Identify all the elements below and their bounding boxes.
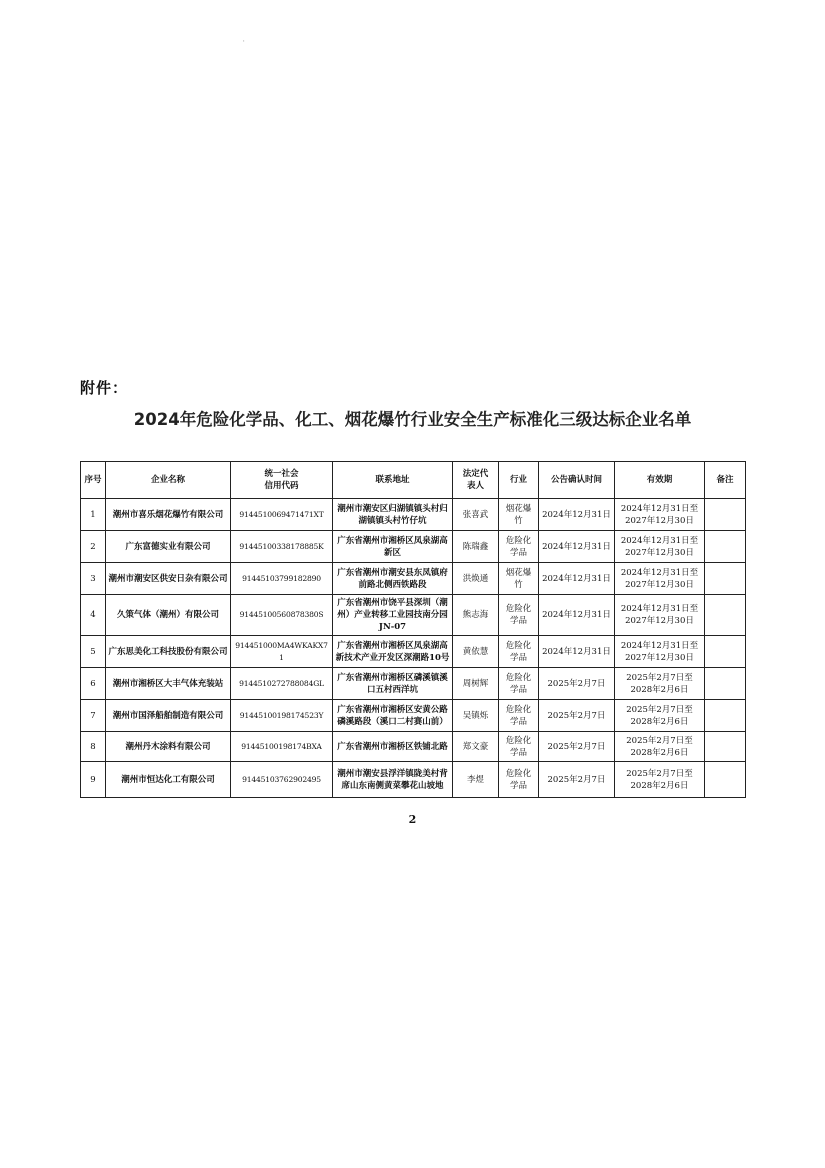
- cell-announce-date: [539, 700, 615, 732]
- cell-announce-date-line: 2024年12月31日: [542, 610, 611, 620]
- cell-legal-rep: [453, 563, 499, 595]
- cell-credit-code: [231, 700, 333, 732]
- cell-seq: [81, 700, 106, 732]
- cell-company-line: 潮州市湘桥区大丰气体充装站: [112, 678, 224, 689]
- cell-credit-code: [231, 499, 333, 531]
- cell-validity: [615, 700, 705, 732]
- cell-credit-code-line: 9144510069471471XT: [239, 509, 324, 519]
- cell-industry-line: 学品: [509, 652, 527, 663]
- table-row: [81, 531, 746, 563]
- cell-industry-line: 烟花爆: [505, 503, 532, 514]
- header-credit-code-line1: 统一社会: [264, 469, 299, 479]
- cell-seq-line: 7: [90, 710, 96, 721]
- cell-announce-date-line: 2025年2月7日: [547, 710, 606, 721]
- cell-industry-line: 竹: [514, 515, 523, 526]
- cell-address-line: 广东省潮州市湘桥区凤泉湖高: [337, 535, 448, 546]
- cell-validity-line: 2024年12月31日至: [620, 604, 699, 614]
- cell-credit-code: [231, 531, 333, 563]
- cell-industry-line: 学品: [509, 780, 527, 791]
- cell-legal-rep-line: 洪焕通: [462, 573, 489, 584]
- cell-announce-date: [539, 595, 615, 636]
- table-header-row: [81, 462, 746, 499]
- cell-seq-line: 8: [90, 741, 96, 752]
- cell-company-line: 潮州丹木涂料有限公司: [125, 741, 211, 752]
- table-body: [81, 499, 746, 798]
- header-legal-rep-line2: 表人: [466, 481, 484, 491]
- cell-address-line: 广东省潮州市饶平县深圳（潮: [337, 598, 448, 608]
- cell-seq: [81, 636, 106, 668]
- cell-announce-date-line: 2024年12月31日: [542, 646, 611, 657]
- header-legal-rep-line1: 法定代: [462, 469, 489, 479]
- cell-credit-code-line: 91445103799182890: [242, 573, 321, 583]
- cell-credit-code: [231, 762, 333, 798]
- cell-remark: [705, 668, 746, 700]
- header-address: 联系地址: [333, 462, 453, 499]
- cell-validity: [615, 531, 705, 563]
- cell-industry-line: 危险化: [505, 604, 532, 614]
- cell-company-line: 潮州市国泽船舶制造有限公司: [112, 710, 224, 721]
- cell-address-line: 席山东南侧黄菜攀花山坡地: [341, 780, 444, 791]
- cell-announce-date-line: 2024年12月31日: [542, 573, 611, 584]
- cell-address-line: 州）产业转移工业园技南分园: [337, 610, 448, 620]
- cell-remark: [705, 531, 746, 563]
- header-validity: 有效期: [615, 462, 705, 499]
- cell-industry: [499, 563, 539, 595]
- cell-validity-line: 2028年2月6日: [630, 716, 689, 727]
- cell-validity-line: 2024年12月31日至: [620, 640, 699, 651]
- cell-seq: [81, 563, 106, 595]
- cell-announce-date-line: 2024年12月31日: [542, 509, 611, 520]
- cell-credit-code: [231, 732, 333, 762]
- cell-seq-line: 9: [90, 774, 96, 785]
- header-seq: 序号: [81, 462, 106, 499]
- header-announce-date: 公告确认时间: [539, 462, 615, 499]
- cell-company: [106, 732, 231, 762]
- cell-address-line: 广东省潮州市潮安县东凤镇府: [337, 567, 448, 578]
- cell-address-line: 潮州市潮安区归湖镇镇头村归: [337, 503, 448, 514]
- table-row: [81, 762, 746, 798]
- cell-address-line: 广东省潮州市湘桥区磷溪镇溪: [337, 672, 448, 683]
- cell-announce-date-line: 2025年2月7日: [547, 741, 606, 752]
- cell-seq: [81, 668, 106, 700]
- cell-legal-rep: [453, 531, 499, 563]
- cell-validity-line: 2027年12月30日: [625, 652, 694, 663]
- table-row: [81, 563, 746, 595]
- cell-seq-line: 1: [90, 509, 96, 520]
- scan-speck: ': [243, 40, 245, 47]
- header-company: 企业名称: [106, 462, 231, 499]
- cell-announce-date: [539, 531, 615, 563]
- cell-credit-code-line: 91445100338178885K: [239, 541, 324, 551]
- cell-credit-code-line: 91445103762902495: [242, 774, 321, 784]
- cell-address: [333, 668, 453, 700]
- table-row: [81, 668, 746, 700]
- cell-address-line: 广东省潮州市湘桥区铁铺北路: [337, 741, 448, 752]
- cell-address: [333, 531, 453, 563]
- cell-seq: [81, 762, 106, 798]
- cell-legal-rep-line: 黄依慧: [462, 646, 489, 657]
- cell-seq-line: 4: [90, 610, 96, 620]
- cell-seq: [81, 595, 106, 636]
- cell-company: [106, 636, 231, 668]
- cell-company-line: 潮州市喜乐烟花爆竹有限公司: [112, 509, 224, 520]
- header-industry: 行业: [499, 462, 539, 499]
- cell-industry: [499, 531, 539, 563]
- attachment-label: 附件：: [80, 379, 129, 397]
- cell-announce-date-line: 2024年12月31日: [542, 541, 611, 552]
- cell-remark: [705, 762, 746, 798]
- cell-validity-line: 2027年12月30日: [625, 515, 694, 526]
- cell-address: [333, 700, 453, 732]
- cell-industry: [499, 595, 539, 636]
- cell-address-line: 口五村西洋坑: [366, 684, 418, 695]
- cell-validity-line: 2027年12月30日: [625, 547, 694, 558]
- cell-company-line: 潮州市潮安区供安日杂有限公司: [108, 573, 228, 584]
- cell-remark: [705, 636, 746, 668]
- cell-announce-date: [539, 636, 615, 668]
- cell-validity: [615, 762, 705, 798]
- cell-industry: [499, 732, 539, 762]
- cell-remark: [705, 732, 746, 762]
- cell-seq: [81, 732, 106, 762]
- cell-legal-rep-line: 郑文豪: [462, 741, 489, 752]
- cell-industry-line: 危险化: [505, 735, 532, 746]
- cell-validity: [615, 563, 705, 595]
- cell-industry: [499, 700, 539, 732]
- cell-credit-code-line: 91445100198174BXA: [241, 741, 322, 751]
- cell-validity-line: 2027年12月30日: [625, 579, 694, 590]
- cell-industry-line: 学品: [509, 684, 527, 695]
- cell-legal-rep: [453, 762, 499, 798]
- cell-validity-line: 2025年2月7日至: [626, 768, 693, 779]
- cell-announce-date: [539, 563, 615, 595]
- cell-announce-date: [539, 762, 615, 798]
- cell-validity-line: 2028年2月6日: [630, 684, 689, 695]
- cell-validity-line: 2027年12月30日: [625, 616, 694, 626]
- cell-company-line: 广东富德实业有限公司: [125, 541, 211, 552]
- enterprise-list-table: [80, 461, 746, 798]
- cell-announce-date: [539, 668, 615, 700]
- cell-company: [106, 700, 231, 732]
- cell-industry: [499, 668, 539, 700]
- cell-announce-date-line: 2025年2月7日: [547, 774, 606, 785]
- cell-address: [333, 499, 453, 531]
- cell-company-line: 潮州市恒达化工有限公司: [121, 774, 215, 785]
- cell-address-line: 广东省潮州市湘桥区凤泉湖高: [337, 640, 448, 651]
- cell-address-line: 前路北侧西铁路段: [358, 579, 427, 590]
- table-row: [81, 636, 746, 668]
- cell-industry-line: 危险化: [505, 704, 532, 715]
- cell-industry: [499, 762, 539, 798]
- cell-company: [106, 762, 231, 798]
- cell-industry-line: 危险化: [505, 768, 532, 779]
- cell-address: [333, 732, 453, 762]
- cell-address-line: JN-07: [378, 622, 407, 632]
- cell-credit-code: [231, 636, 333, 668]
- cell-legal-rep: [453, 595, 499, 636]
- table-row: [81, 499, 746, 531]
- cell-remark: [705, 595, 746, 636]
- cell-validity-line: 2028年2月6日: [630, 747, 689, 758]
- cell-validity-line: 2024年12月31日至: [620, 535, 699, 546]
- cell-seq: [81, 531, 106, 563]
- cell-remark: [705, 563, 746, 595]
- header-legal-rep: [453, 462, 499, 499]
- cell-credit-code-line: 91445100198174523Y: [239, 710, 324, 720]
- cell-address: [333, 636, 453, 668]
- cell-industry-line: 竹: [514, 579, 523, 590]
- cell-validity: [615, 732, 705, 762]
- header-credit-code: [231, 462, 333, 499]
- cell-credit-code: [231, 595, 333, 636]
- cell-company: [106, 499, 231, 531]
- cell-legal-rep-line: 陈瑞鑫: [462, 541, 489, 552]
- cell-legal-rep-line: 张喜武: [462, 509, 489, 520]
- table-row: [81, 595, 746, 636]
- cell-validity-line: 2028年2月6日: [630, 780, 689, 791]
- cell-seq-line: 3: [90, 573, 96, 584]
- cell-company: [106, 563, 231, 595]
- document-title: 2024年危险化学品、化工、烟花爆竹行业安全生产标准化三级达标企业名单: [133, 410, 692, 429]
- cell-legal-rep: [453, 700, 499, 732]
- cell-industry: [499, 636, 539, 668]
- cell-legal-rep-line: 李煜: [466, 774, 484, 785]
- cell-legal-rep: [453, 499, 499, 531]
- cell-company: [106, 668, 231, 700]
- header-remark: 备注: [705, 462, 746, 499]
- cell-validity: [615, 499, 705, 531]
- cell-industry-line: 学品: [509, 747, 527, 758]
- cell-validity-line: 2025年2月7日至: [626, 672, 693, 683]
- cell-address-line: 新区: [383, 547, 401, 558]
- cell-seq-line: 6: [90, 678, 96, 689]
- cell-credit-code-line: 9144510272788084GL: [239, 678, 324, 688]
- cell-industry-line: 危险化: [505, 535, 532, 546]
- cell-seq-line: 2: [90, 541, 96, 552]
- cell-validity-line: 2024年12月31日至: [620, 567, 699, 578]
- cell-industry-line: 学品: [509, 547, 527, 558]
- cell-address: [333, 595, 453, 636]
- cell-validity: [615, 668, 705, 700]
- cell-address: [333, 563, 453, 595]
- cell-credit-code: [231, 668, 333, 700]
- cell-validity: [615, 636, 705, 668]
- cell-company-line: 广东思美化工科技股份有限公司: [108, 646, 228, 657]
- cell-address-line: 磷溪路段（溪口二村赛山前）: [337, 716, 448, 727]
- cell-industry: [499, 499, 539, 531]
- cell-industry-line: 危险化: [505, 672, 532, 683]
- cell-industry-line: 学品: [509, 716, 527, 727]
- header-credit-code-line2: 信用代码: [264, 481, 299, 491]
- cell-credit-code: [231, 563, 333, 595]
- cell-legal-rep-line: 熊志海: [462, 610, 489, 620]
- cell-credit-code-line: 91445100560878380S: [239, 610, 324, 619]
- cell-industry-line: 烟花爆: [505, 567, 532, 578]
- cell-validity: [615, 595, 705, 636]
- cell-validity-line: 2025年2月7日至: [626, 704, 693, 715]
- cell-address-line: 广东省潮州市湘桥区安黄公路: [337, 704, 448, 715]
- cell-announce-date: [539, 499, 615, 531]
- cell-seq: [81, 499, 106, 531]
- cell-announce-date: [539, 732, 615, 762]
- cell-legal-rep: [453, 668, 499, 700]
- table-row: [81, 700, 746, 732]
- cell-address: [333, 762, 453, 798]
- cell-address-line: 新技术产业开发区深潮路10号: [335, 652, 450, 663]
- cell-address-line: 潮州市潮安县浮洋镇陇美村背: [337, 768, 448, 779]
- cell-industry-line: 学品: [509, 616, 527, 626]
- cell-industry-line: 危险化: [505, 640, 532, 651]
- cell-company-line: 久策气体（潮州）有限公司: [116, 610, 219, 620]
- cell-remark: [705, 499, 746, 531]
- cell-seq-line: 5: [90, 646, 96, 657]
- cell-address-line: 湖镇镇头村竹仔坑: [358, 515, 427, 526]
- cell-validity-line: 2025年2月7日至: [626, 735, 693, 746]
- cell-legal-rep-line: 吴镇烁: [462, 710, 489, 721]
- cell-legal-rep-line: 周树辉: [462, 678, 489, 689]
- cell-validity-line: 2024年12月31日至: [620, 503, 699, 514]
- page-number: 2: [408, 813, 417, 826]
- cell-legal-rep: [453, 732, 499, 762]
- cell-announce-date-line: 2025年2月7日: [547, 678, 606, 689]
- table-row: [81, 732, 746, 762]
- cell-remark: [705, 700, 746, 732]
- cell-company: [106, 595, 231, 636]
- cell-credit-code-line: 914451000MA4WKAKX71: [235, 640, 328, 662]
- cell-company: [106, 531, 231, 563]
- cell-legal-rep: [453, 636, 499, 668]
